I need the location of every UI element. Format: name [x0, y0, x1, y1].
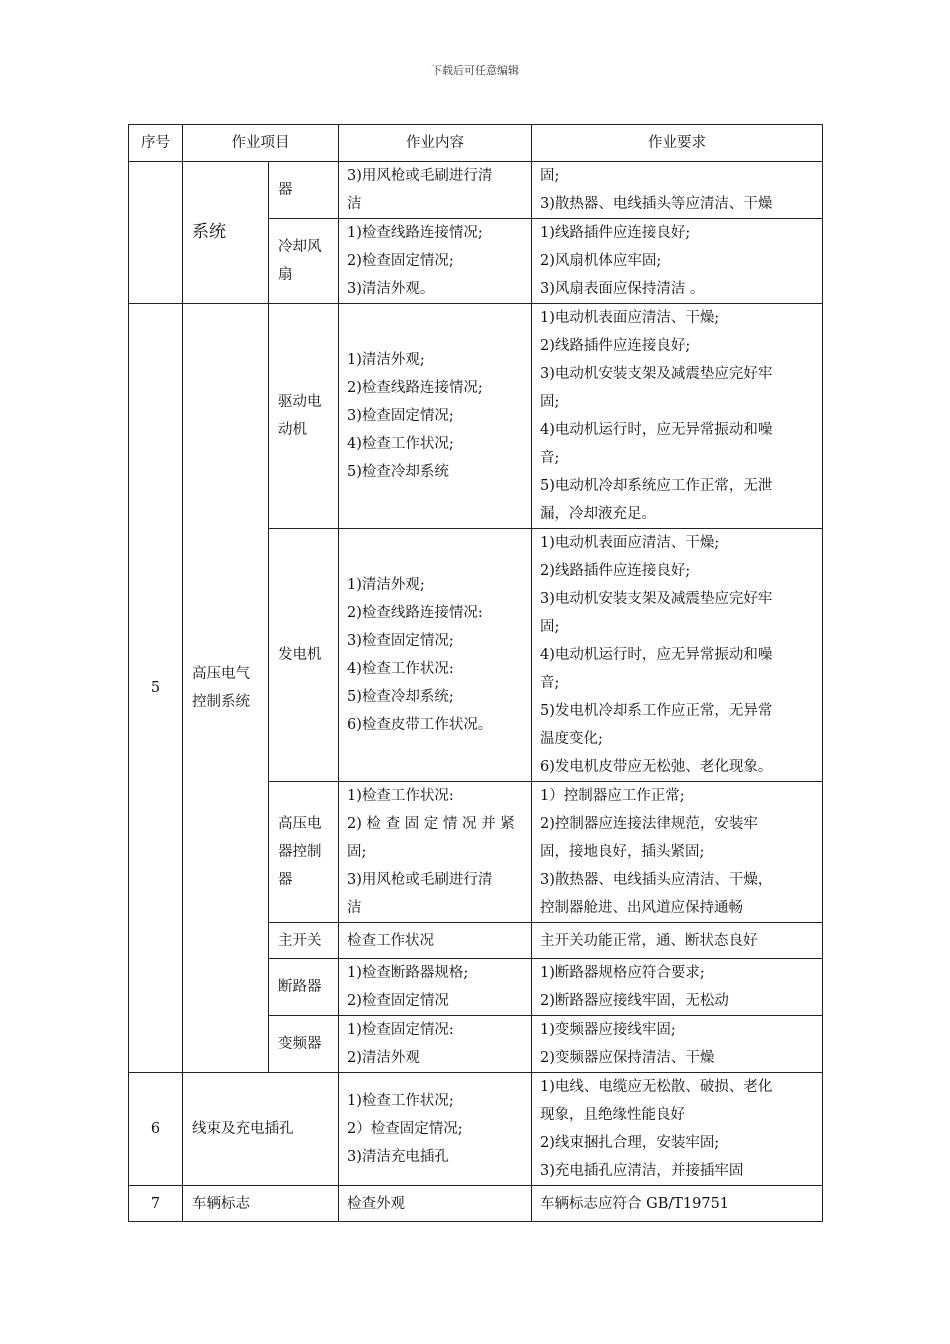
content-cell [339, 782, 532, 923]
requirement-line: 1）控制器应工作正常; [540, 788, 685, 804]
content-line: 1)检查工作状况; [347, 1093, 454, 1109]
seq-cell: 7 [129, 1186, 183, 1222]
content-line: 洁 [347, 900, 362, 916]
table-row [129, 1186, 823, 1222]
content-line: 2)检查固定情况 [347, 993, 449, 1009]
content-line: 5)检查冷却系统; [347, 689, 454, 705]
item-label: 控制系统 [192, 694, 250, 710]
requirement-line: 3)散热器、电线插头等应清洁、干燥 [540, 196, 773, 212]
requirement-line: 固，接地良好，插头紧固; [540, 844, 705, 860]
requirement-line: 2)线路插件应连接良好; [540, 563, 691, 579]
content-line: 1)清洁外观; [347, 352, 425, 368]
content-line: 6)检查皮带工作状况。 [347, 717, 493, 733]
seq-cell-empty [129, 162, 183, 304]
page-header-note: 下载后可任意编辑 [431, 64, 519, 77]
content-line: 3)用风枪或毛刷进行清 [347, 872, 493, 888]
content-line: 3)检查固定情况; [347, 633, 454, 649]
sub-item-cell [269, 304, 339, 529]
requirement-line: 2)变频器应保持清洁、干燥 [540, 1050, 715, 1066]
requirement-line: 3)电动机安装支架及减震垫应完好牢 [540, 591, 773, 607]
requirement-line: 主开关功能正常，通、断状态良好 [540, 932, 758, 949]
col-header-seq: 序号 [129, 125, 183, 162]
col-header-content: 作业内容 [339, 125, 532, 162]
sub-item-cell [269, 782, 339, 923]
content-line: 2)检查线路连接情况: [347, 605, 483, 621]
content-line: 4)检查工作状况; [347, 436, 454, 452]
sub-item-cell [269, 529, 339, 782]
sub-item-label: 驱动电 [278, 394, 322, 410]
sub-item-cell [269, 923, 339, 959]
requirement-line: 漏，冷却液充足。 [540, 506, 656, 522]
table-row [129, 304, 823, 529]
requirement-line: 1)电动机表面应清洁、干燥; [540, 310, 720, 326]
item-label: 车辆标志 [192, 1195, 250, 1212]
item-cell [183, 304, 269, 1073]
sub-item-label: 高压电 [278, 816, 322, 832]
requirement-cell [532, 959, 823, 1016]
requirement-line: 2)控制器应连接法律规范，安装牢 [540, 816, 758, 832]
requirement-cell [532, 162, 823, 219]
requirement-line: 6)发电机皮带应无松弛、老化现象。 [540, 759, 773, 775]
requirement-line: 1)变频器应接线牢固; [540, 1022, 676, 1038]
sub-item-label: 扇 [278, 267, 293, 283]
content-line: 2)清洁外观 [347, 1050, 420, 1066]
item-cell [183, 1186, 339, 1222]
content-cell [339, 219, 532, 304]
requirement-line: 音; [540, 675, 560, 691]
sub-item-label: 主开关 [278, 932, 322, 949]
content-line: 3)用风枪或毛刷进行清 [347, 168, 493, 184]
requirement-line: 3)电动机安装支架及减震垫应完好牢 [540, 366, 773, 382]
sub-item-label: 变频器 [278, 1036, 322, 1052]
requirement-line: 2)线束捆扎合理，安装牢固; [540, 1135, 720, 1151]
requirement-line: 5)电动机冷却系统应工作正常，无泄 [540, 478, 773, 494]
content-line: 洁 [347, 196, 362, 212]
requirement-line: 3)充电插孔应清洁，并接插牢固 [540, 1163, 744, 1179]
item-label: 线束及充电插孔 [192, 1121, 294, 1137]
col-header-requirement: 作业要求 [532, 125, 823, 162]
content-line: 2)检查固定情况; [347, 253, 454, 269]
requirement-line: 2)风扇机体应牢固; [540, 253, 662, 269]
content-line: 1)清洁外观; [347, 577, 425, 593]
content-cell [339, 1016, 532, 1073]
sub-item-label: 器 [278, 182, 293, 198]
content-cell [339, 529, 532, 782]
sub-item-cell [269, 219, 339, 304]
requirement-line: 3)风扇表面应保持清洁 。 [540, 281, 705, 297]
requirement-line: 5)发电机冷却系工作应正常，无异常 [540, 703, 773, 719]
item-label: 系统 [192, 222, 226, 242]
item-cell [183, 162, 269, 304]
sub-item-cell [269, 1016, 339, 1073]
requirement-line: 固; [540, 168, 560, 184]
sub-item-label: 动机 [278, 422, 307, 438]
requirement-line: 1)线路插件应连接良好; [540, 225, 691, 241]
requirement-cell [532, 782, 823, 923]
sub-item-label: 器 [278, 872, 293, 888]
content-line: 1)检查工作状况: [347, 788, 454, 804]
content-line: 检查外观 [347, 1195, 405, 1212]
content-line: 3)清洁外观。 [347, 281, 435, 297]
content-cell [339, 1073, 532, 1186]
requirement-cell [532, 219, 823, 304]
requirement-cell [532, 529, 823, 782]
seq-cell: 6 [129, 1073, 183, 1186]
item-label: 高压电气 [192, 666, 250, 682]
content-line: 检查工作状况 [347, 932, 434, 949]
sub-item-label: 冷却风 [278, 239, 322, 255]
requirement-line: 温度变化; [540, 731, 603, 747]
content-line: 4)检查工作状况: [347, 661, 454, 677]
content-cell [339, 1186, 532, 1222]
content-line: 固; [347, 844, 367, 860]
requirement-line: 3)散热器、电线插头应清洁、干燥， [540, 872, 773, 888]
requirement-line: 1)电动机表面应清洁、干燥; [540, 535, 720, 551]
content-line: 2）检查固定情况; [347, 1121, 463, 1137]
requirement-line: 固; [540, 619, 560, 635]
table-row [129, 1073, 823, 1186]
requirement-line: 1)电线、电缆应无松散、破损、老化 [540, 1079, 773, 1095]
content-line: 5)检查冷却系统 [347, 464, 449, 480]
content-line: 2)检查线路连接情况; [347, 380, 483, 396]
sub-item-label: 器控制 [278, 844, 322, 860]
content-line: 2) 检 查 固 定 情 况 并 紧 [347, 816, 515, 832]
content-cell [339, 923, 532, 959]
table-header-row [129, 125, 823, 162]
requirement-line: 固; [540, 394, 560, 410]
sub-item-cell [269, 162, 339, 219]
requirement-line: 控制器舱进、出风道应保持通畅 [540, 900, 743, 916]
content-line: 1)检查断路器规格; [347, 965, 469, 981]
content-line: 1)检查线路连接情况; [347, 225, 483, 241]
content-line: 3)检查固定情况; [347, 408, 454, 424]
content-cell [339, 959, 532, 1016]
requirement-line: 现象，且绝缘性能良好 [540, 1107, 685, 1123]
content-cell [339, 162, 532, 219]
requirement-cell [532, 923, 823, 959]
requirement-line: 4)电动机运行时，应无异常振动和噪 [540, 422, 773, 438]
requirement-cell [532, 1186, 823, 1222]
table-row [129, 162, 823, 219]
maintenance-table [128, 124, 823, 1222]
requirement-line: 1)断路器规格应符合要求; [540, 965, 705, 981]
sub-item-label: 断路器 [278, 979, 322, 995]
sub-item-cell [269, 959, 339, 1016]
content-cell [339, 304, 532, 529]
requirement-cell [532, 1016, 823, 1073]
requirement-line: 2)断路器应接线牢固，无松动 [540, 993, 729, 1009]
content-line: 3)清洁充电插孔 [347, 1149, 449, 1165]
requirement-line: 音; [540, 450, 560, 466]
requirement-line: 4)电动机运行时，应无异常振动和噪 [540, 647, 773, 663]
content-line: 1)检查固定情况: [347, 1022, 454, 1038]
sub-item-label: 发电机 [278, 647, 322, 663]
seq-cell: 5 [129, 304, 183, 1073]
requirement-cell [532, 304, 823, 529]
col-header-item: 作业项目 [183, 125, 339, 162]
item-cell [183, 1073, 339, 1186]
requirement-line: 车辆标志应符合 GB/T19751 [540, 1195, 730, 1212]
requirement-line: 2)线路插件应连接良好; [540, 338, 691, 354]
requirement-cell [532, 1073, 823, 1186]
